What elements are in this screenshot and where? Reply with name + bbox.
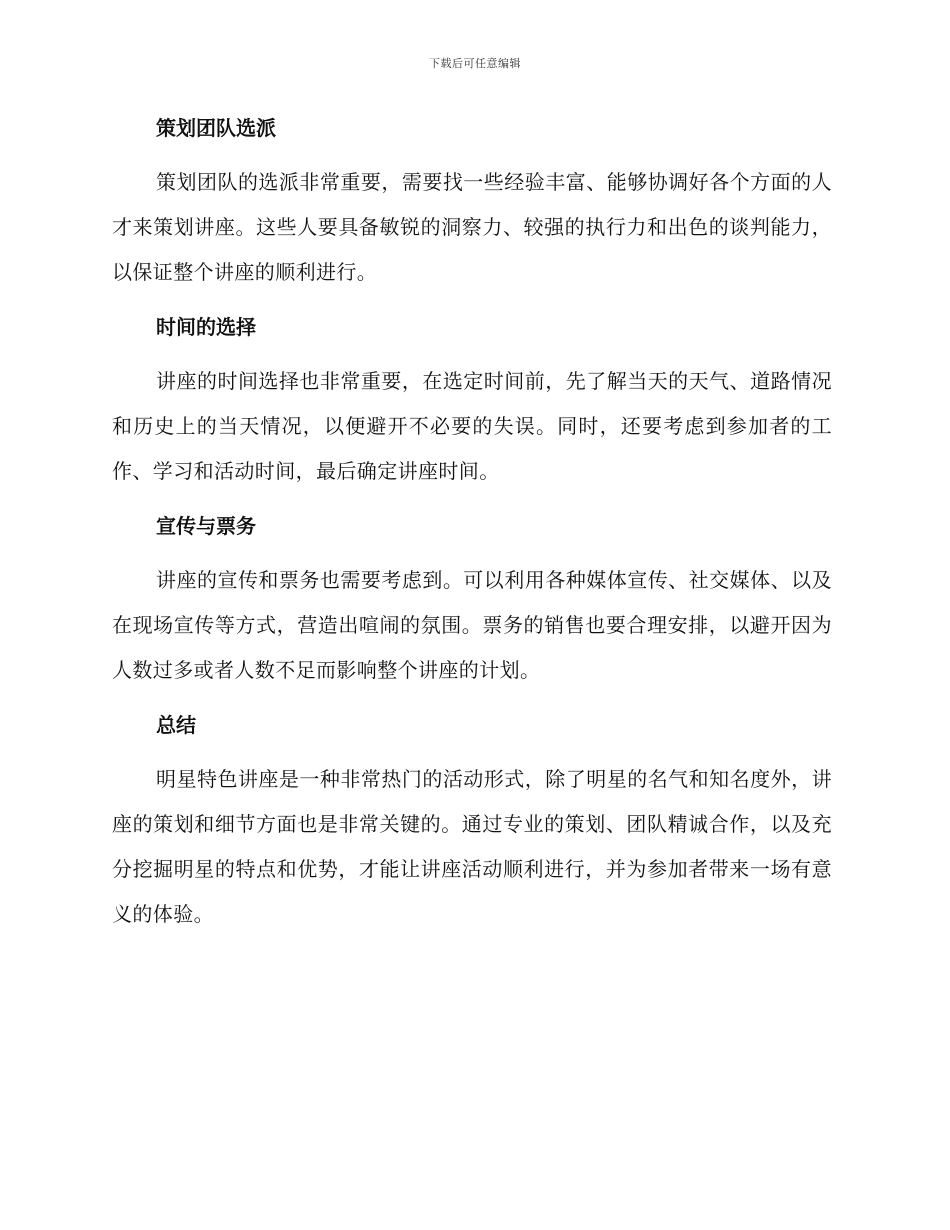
document-body (112, 108, 832, 949)
section-paragraph: 讲座的宣传和票务也需要考虑到。可以利用各种媒体宣传、社交媒体、以及在现场宣传等方式，营造出喧闹的氛围。票务的销售也要合理安排，以避开因为人数过多或者人数不足而影响整个讲座的计划。 (112, 568, 832, 682)
section-paragraph: 策划团队的选派非常重要，需要找一些经验丰富、能够协调好各个方面的人才来策划讲座。这些人要具备敏锐的洞察力、较强的执行力和出色的谈判能力，以保证整个讲座的顺利进行。 (112, 170, 832, 284)
section-heading: 时间的选择 (156, 315, 256, 339)
section-heading: 总结 (156, 713, 196, 737)
section-heading: 宣传与票务 (156, 514, 256, 538)
section-paragraph: 讲座的时间选择也非常重要，在选定时间前，先了解当天的天气、道路情况和历史上的当天情况，以便避开不必要的失误。同时，还要考虑到参加者的工作、学习和活动时间，最后确定讲座时间。 (112, 369, 832, 483)
section-heading: 策划团队选派 (156, 116, 276, 140)
page-header-note: 下载后可任意编辑 (429, 57, 521, 70)
section-paragraph: 明星特色讲座是一种非常热门的活动形式，除了明星的名气和知名度外，讲座的策划和细节方面也是非常关键的。通过专业的策划、团队精诚合作，以及充分挖掘明星的特点和优势，才能让讲座活动顺利进行，并为参加者带来一场有意义的体验。 (112, 767, 832, 926)
